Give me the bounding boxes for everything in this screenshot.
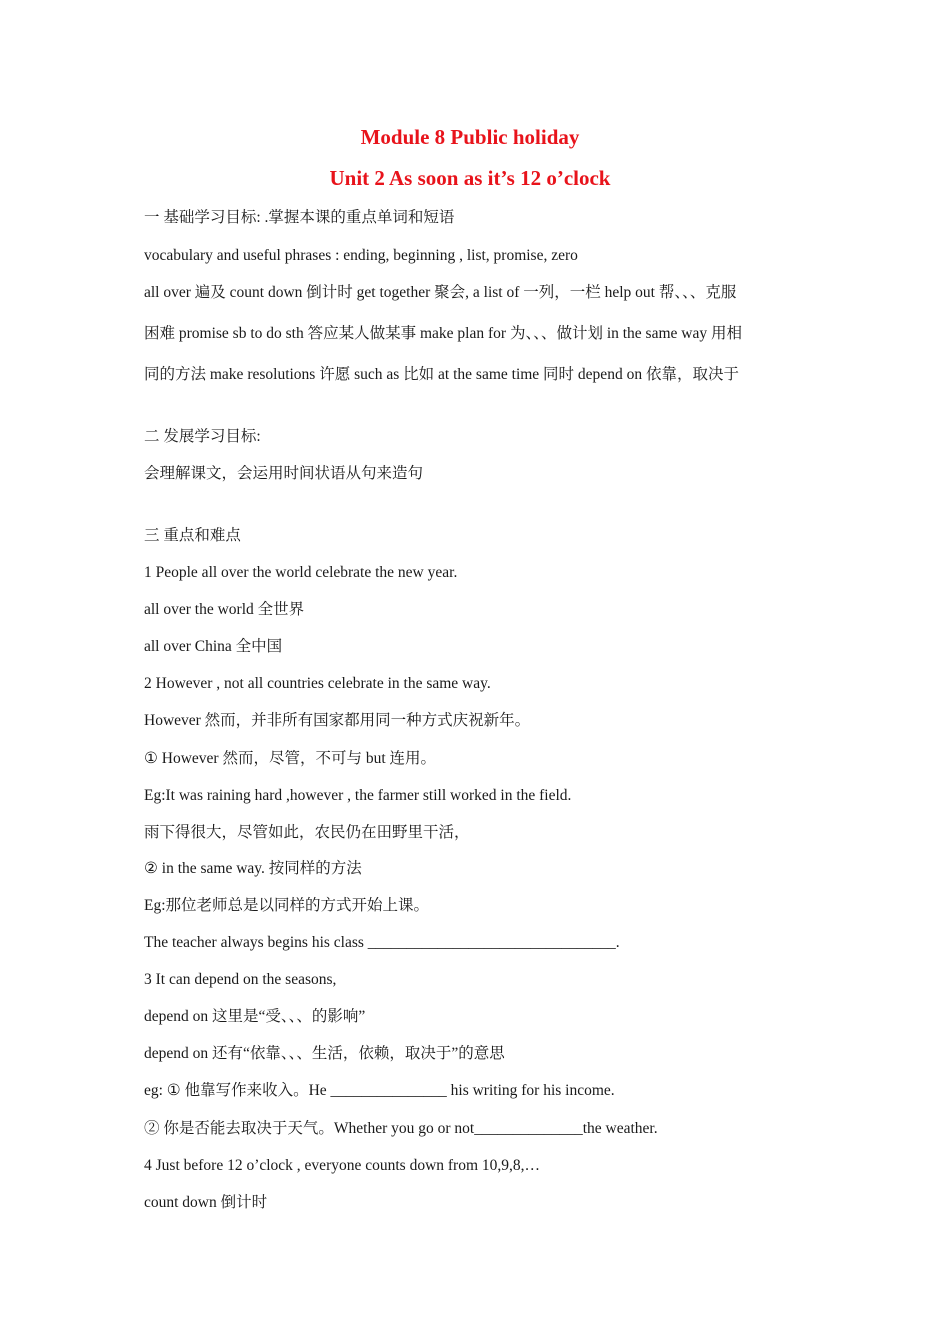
- point-2: 2 However , not all countries celebrate in the same way.: [144, 675, 491, 692]
- point-1: 1 People all over the world celebrate the new year.: [144, 564, 458, 581]
- point-1-note-a: all over the world 全世界: [144, 601, 305, 618]
- point-3-note-b: depend on 还有“依靠、、、生活，依赖，取决于”的意思: [144, 1045, 505, 1062]
- development-goal-text: 会理解课文，会运用时间状语从句来造句: [144, 465, 424, 482]
- point-2-example-translation: 雨下得很大，尽管如此，农民仍在田野里干活，: [144, 824, 470, 841]
- point-3: 3 It can depend on the seasons,: [144, 971, 337, 988]
- point-2-note-however: ① However 然而，尽管，不可与 but 连用。: [144, 750, 437, 767]
- phrases-line-1: all over 遍及 count down 倒计时 get together 聚会, a list of 一列，一栏 help out 帮、、、克服: [144, 284, 737, 301]
- phrases-line-2: 困难 promise sb to do sth 答应某人做某事 make plan for 为、、、做计划 in the same way 用相: [144, 325, 742, 342]
- point-2-example-2: Eg:那位老师总是以同样的方式开始上课。: [144, 897, 430, 914]
- module-title: Module 8 Public holiday: [360, 125, 580, 149]
- fill-in-exercise-3: ② 你是否能去取决于天气。Whether you go or not______________the weather.: [144, 1120, 658, 1137]
- point-4-note: count down 倒计时: [144, 1194, 268, 1211]
- point-2-example: Eg:It was raining hard ,however , the farmer still worked in the field.: [144, 787, 572, 804]
- section-heading-development-goals: 二 发展学习目标:: [144, 428, 261, 445]
- point-1-note-b: all over China 全中国: [144, 638, 283, 655]
- point-3-note-a: depend on 这里是“受、、、的影响”: [144, 1008, 366, 1025]
- point-2-note-same-way: ② in the same way. 按同样的方法: [144, 860, 362, 877]
- unit-title: Unit 2 As soon as it’s 12 o’clock: [329, 166, 611, 190]
- section-heading-key-points: 三 重点和难点: [144, 527, 241, 544]
- phrases-line-3: 同的方法 make resolutions 许愿 such as 比如 at the same time 同时 depend on 依靠，取决于: [144, 366, 739, 383]
- fill-in-exercise-2: eg: ① 他靠写作来收入。He _______________ his writing for his income.: [144, 1082, 615, 1099]
- vocabulary-line: vocabulary and useful phrases : ending, beginning , list, promise, zero: [144, 247, 578, 264]
- section-heading-basic-goals: 一 基础学习目标: .掌握本课的重点单词和短语: [144, 209, 455, 226]
- fill-in-exercise-1: The teacher always begins his class ________________________________.: [144, 934, 620, 951]
- point-4: 4 Just before 12 o’clock , everyone counts down from 10,9,8,…: [144, 1157, 541, 1174]
- point-2-translation: However 然而，并非所有国家都用同一种方式庆祝新年。: [144, 712, 531, 729]
